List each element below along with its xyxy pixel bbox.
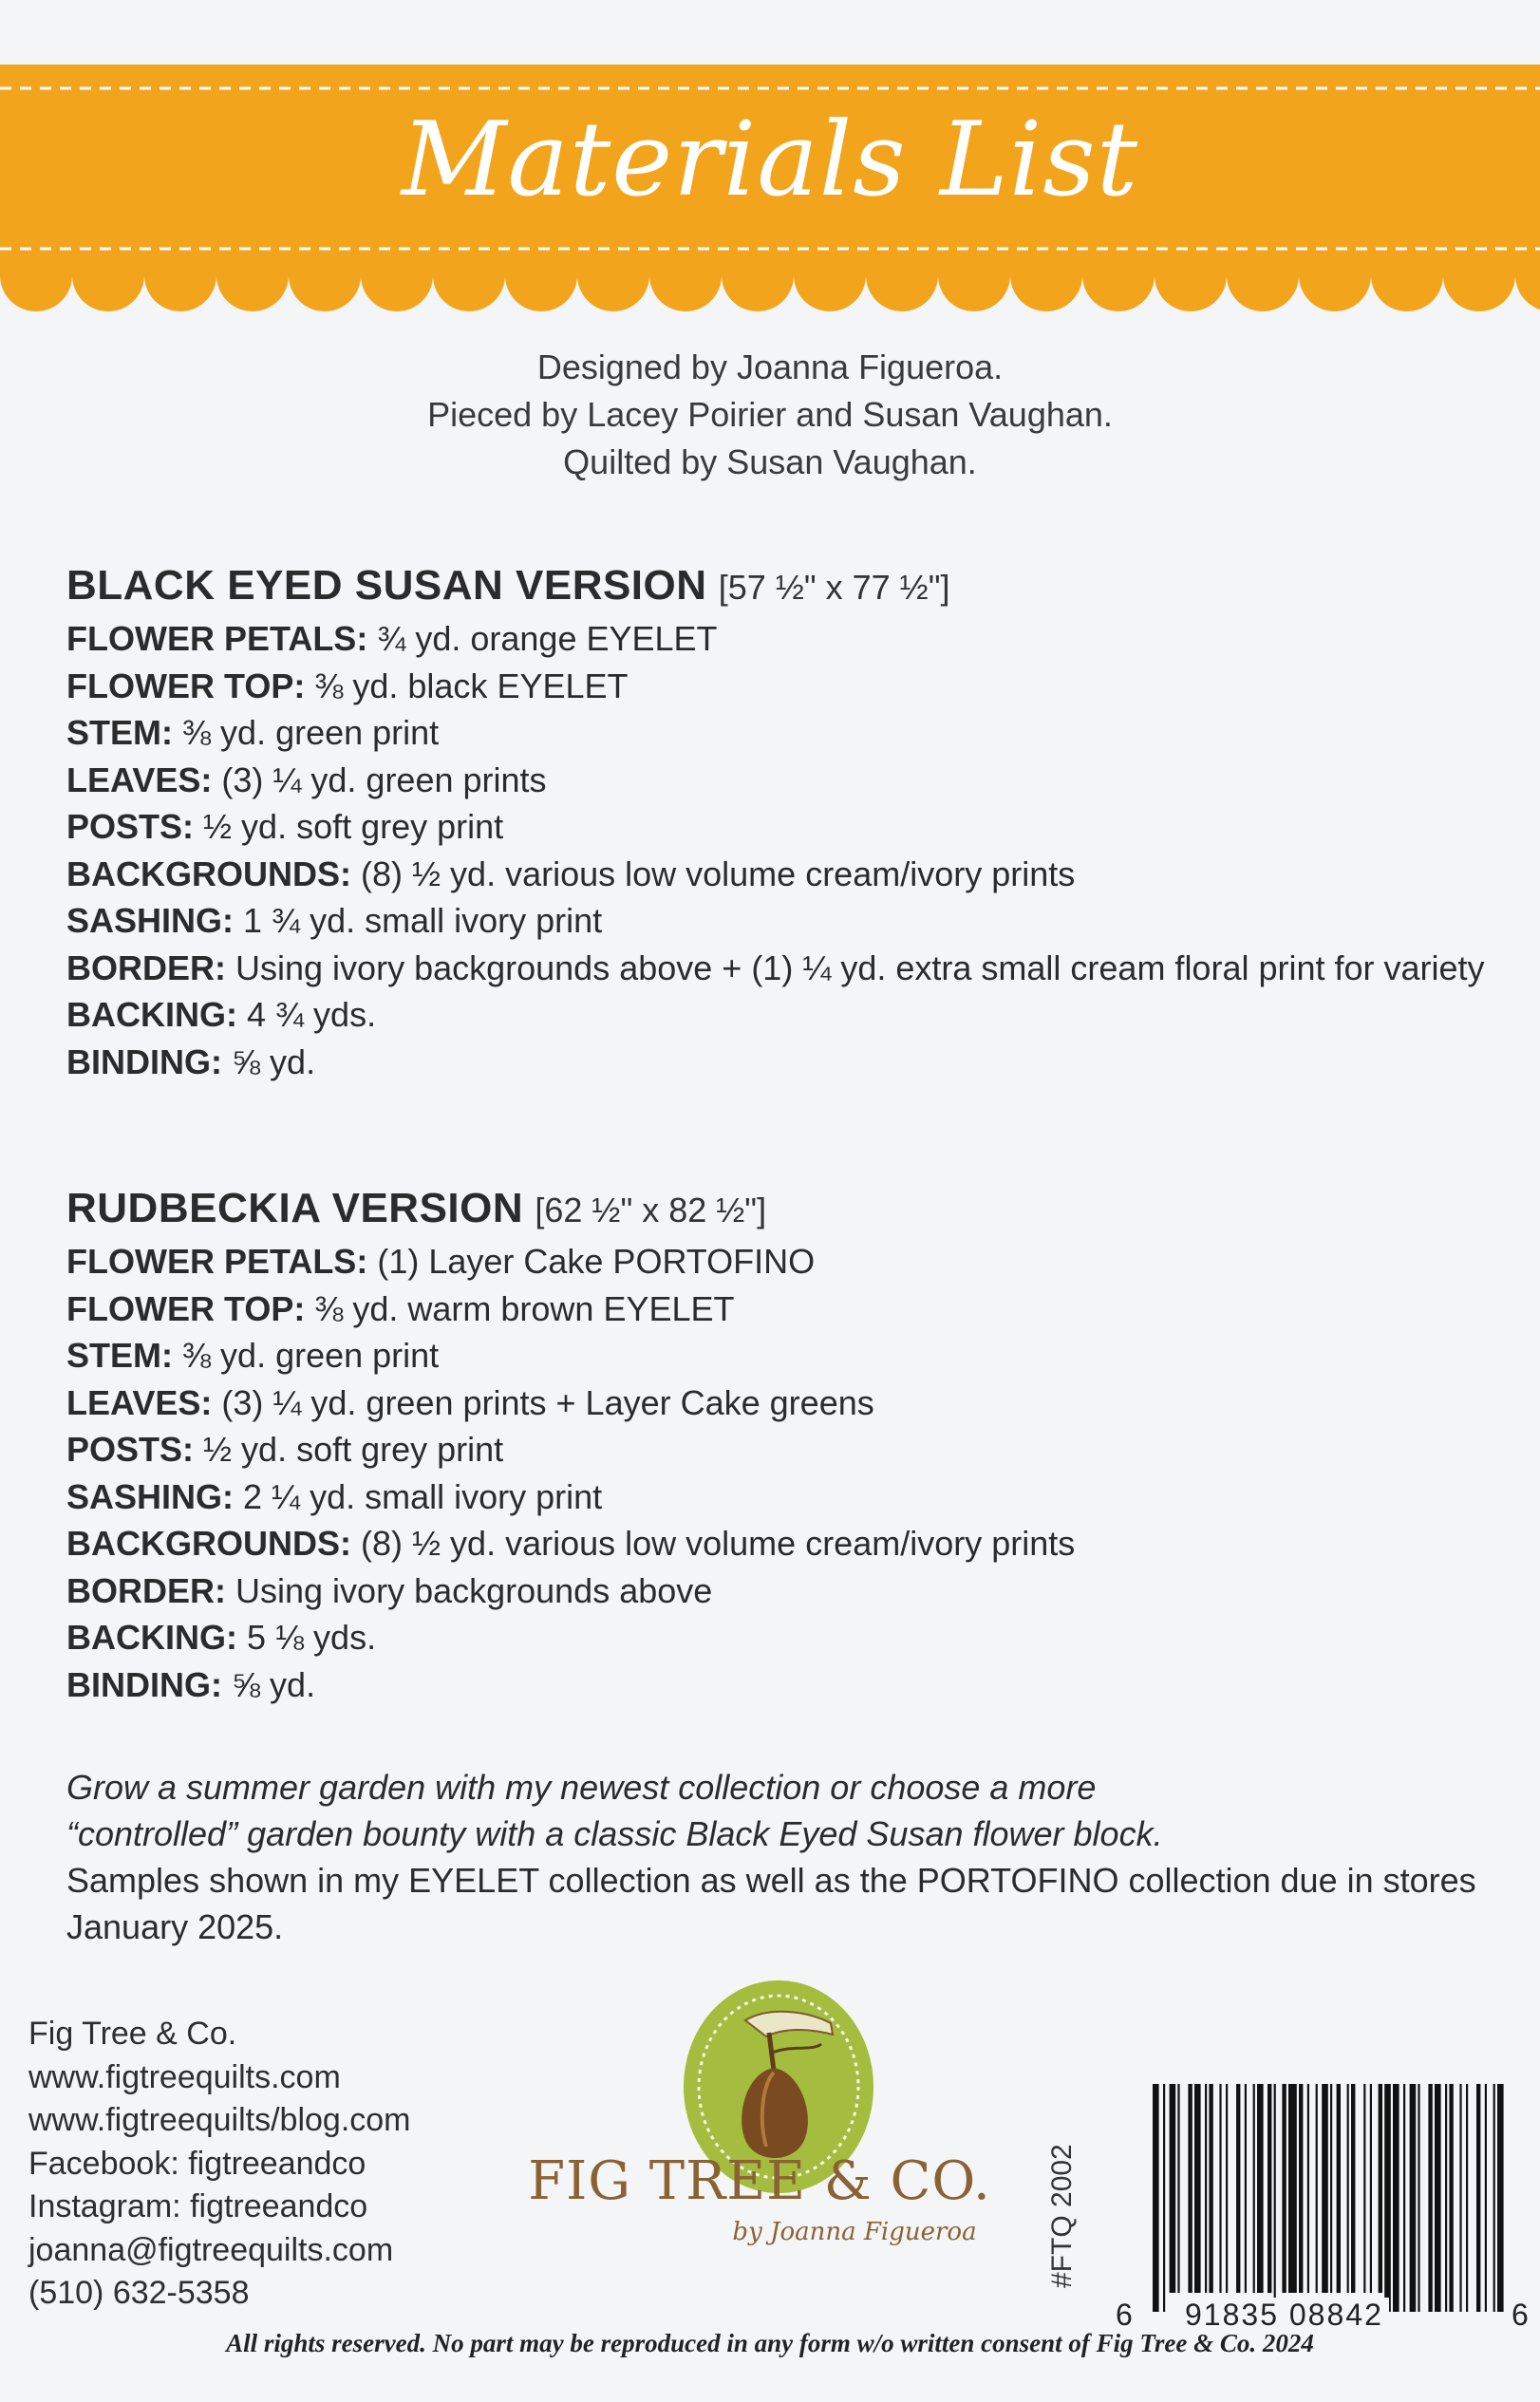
company-name: Fig Tree & Co.	[28, 2016, 237, 2052]
material-value: 2 ¼ yd. small ivory print	[243, 1476, 603, 1516]
facebook-handle: Facebook: figtreeandco	[28, 2145, 366, 2182]
phone-number: (510) 632-5358	[28, 2275, 250, 2311]
contact-info	[28, 2013, 522, 2316]
material-item	[66, 1039, 1510, 1086]
version-rudbeckia	[66, 1181, 1510, 1708]
material-item	[66, 1614, 1510, 1661]
material-value: ⅝ yd.	[232, 1041, 316, 1081]
material-item	[66, 709, 1510, 757]
email-link[interactable]: joanna@figtreequilts.com	[28, 2231, 394, 2268]
version-heading	[66, 558, 1510, 615]
material-value: ⅝ yd.	[232, 1664, 316, 1704]
credit-line: Quilted by Susan Vaughan.	[563, 442, 977, 481]
material-item	[66, 991, 1510, 1039]
version-black-eyed-susan	[66, 558, 1510, 1085]
credit-line: Designed by Joanna Figueroa.	[536, 347, 1004, 386]
material-label: FLOWER PETALS:	[66, 619, 368, 658]
material-value: (8) ½ yd. various low volume cream/ivory prints	[361, 1524, 1076, 1563]
logo-wordmark: FIG TREE & CO.	[528, 2150, 991, 2212]
instagram-handle: Instagram: figtreeandco	[28, 2188, 368, 2224]
material-label: SASHING:	[66, 901, 235, 940]
material-value: ⅜ yd. warm brown EYELET	[314, 1288, 735, 1328]
material-label: LEAVES:	[66, 1382, 213, 1422]
material-label: BINDING:	[66, 1041, 222, 1081]
version-name: BLACK EYED SUSAN VERSION	[66, 562, 707, 609]
material-value: 4 ¾ yds.	[247, 995, 377, 1034]
sku-label: #FTQ 2002	[1046, 2144, 1078, 2288]
material-item	[66, 1567, 1510, 1615]
material-label: BACKGROUNDS:	[66, 854, 351, 893]
version-heading	[66, 1181, 1510, 1238]
material-value: (1) Layer Cake PORTOFINO	[377, 1242, 816, 1281]
material-label: BINDING:	[66, 1664, 222, 1704]
material-label: POSTS:	[66, 1430, 195, 1469]
material-label: FLOWER PETALS:	[66, 1242, 368, 1281]
material-item	[66, 945, 1510, 992]
material-value: ⅜ yd. black EYELET	[314, 666, 629, 705]
material-label: LEAVES:	[66, 760, 213, 799]
material-item	[66, 615, 1510, 663]
material-label: BACKGROUNDS:	[66, 1524, 351, 1563]
material-label: STEM:	[66, 713, 173, 752]
credits	[0, 344, 1540, 486]
material-item	[66, 1426, 1510, 1473]
material-label: BACKING:	[66, 995, 237, 1034]
description-line: “controlled” garden bounty with a classic Black Eyed Susan flower block.	[66, 1814, 1163, 1853]
material-item	[66, 1238, 1510, 1285]
barcode-icon	[1149, 2084, 1510, 2312]
rights-notice: All rights reserved. No part may be reproduced in any form w/o written consent of Fig Tree & Co. 2024	[226, 2329, 1314, 2357]
material-value: Using ivory backgrounds above	[235, 1570, 713, 1610]
version-size: [62 ½" x 82 ½"]	[535, 1191, 767, 1229]
website-link[interactable]: www.figtreequilts.com	[28, 2058, 341, 2095]
version-size: [57 ½" x 77 ½"]	[718, 568, 950, 607]
material-item	[66, 1379, 1510, 1427]
material-label: POSTS:	[66, 807, 195, 846]
material-item	[66, 897, 1510, 945]
material-item	[66, 663, 1510, 710]
barcode-right-digit: 6	[1512, 2298, 1529, 2332]
description-line: Grow a summer garden with my newest collection or choose a more	[66, 1768, 1097, 1807]
material-item	[66, 1473, 1510, 1521]
description-samples: Samples shown in my EYELET collection as well as the PORTOFINO collection due in stores January 2025.	[66, 1861, 1476, 1946]
material-label: BACKING:	[66, 1618, 237, 1657]
pattern-description	[66, 1764, 1510, 1950]
material-value: 5 ⅛ yds.	[247, 1618, 377, 1657]
material-item	[66, 803, 1510, 851]
version-name: RUDBECKIA VERSION	[66, 1185, 524, 1231]
logo-byline: by Joanna Figueroa	[732, 2218, 977, 2246]
material-item	[66, 1520, 1510, 1567]
material-item	[66, 757, 1510, 804]
barcode-left-digit: 6	[1116, 2298, 1133, 2332]
material-value: ⅜ yd. green print	[182, 713, 440, 752]
material-value: (8) ½ yd. various low volume cream/ivory prints	[361, 854, 1076, 893]
material-label: BORDER:	[66, 948, 226, 987]
blog-link[interactable]: www.figtreequilts/blog.com	[28, 2102, 411, 2138]
material-item	[66, 1332, 1510, 1379]
material-value: 1 ¾ yd. small ivory print	[243, 901, 603, 940]
material-label: FLOWER TOP:	[66, 666, 306, 705]
page-title: Materials List	[401, 101, 1139, 219]
material-label: FLOWER TOP:	[66, 1288, 306, 1328]
material-label: BORDER:	[66, 1570, 226, 1610]
credit-line: Pieced by Lacey Poirier and Susan Vaughan.	[427, 395, 1113, 434]
material-value: (3) ¼ yd. green prints + Layer Cake greens	[221, 1382, 874, 1422]
material-label: STEM:	[66, 1336, 173, 1375]
material-value: (3) ¼ yd. green prints	[221, 760, 547, 799]
barcode-digits: 91835 08842	[1179, 2298, 1389, 2333]
material-value: ½ yd. soft grey print	[203, 1430, 504, 1469]
material-value: ¾ yd. orange EYELET	[377, 619, 718, 658]
material-value: ⅜ yd. green print	[182, 1336, 440, 1375]
material-value: ½ yd. soft grey print	[203, 807, 504, 846]
material-item	[66, 851, 1510, 898]
material-item	[66, 1661, 1510, 1709]
material-value: Using ivory backgrounds above + (1) ¼ yd. extra small cream floral print for variety	[235, 948, 1485, 987]
material-label: SASHING:	[66, 1476, 235, 1516]
material-item	[66, 1285, 1510, 1333]
